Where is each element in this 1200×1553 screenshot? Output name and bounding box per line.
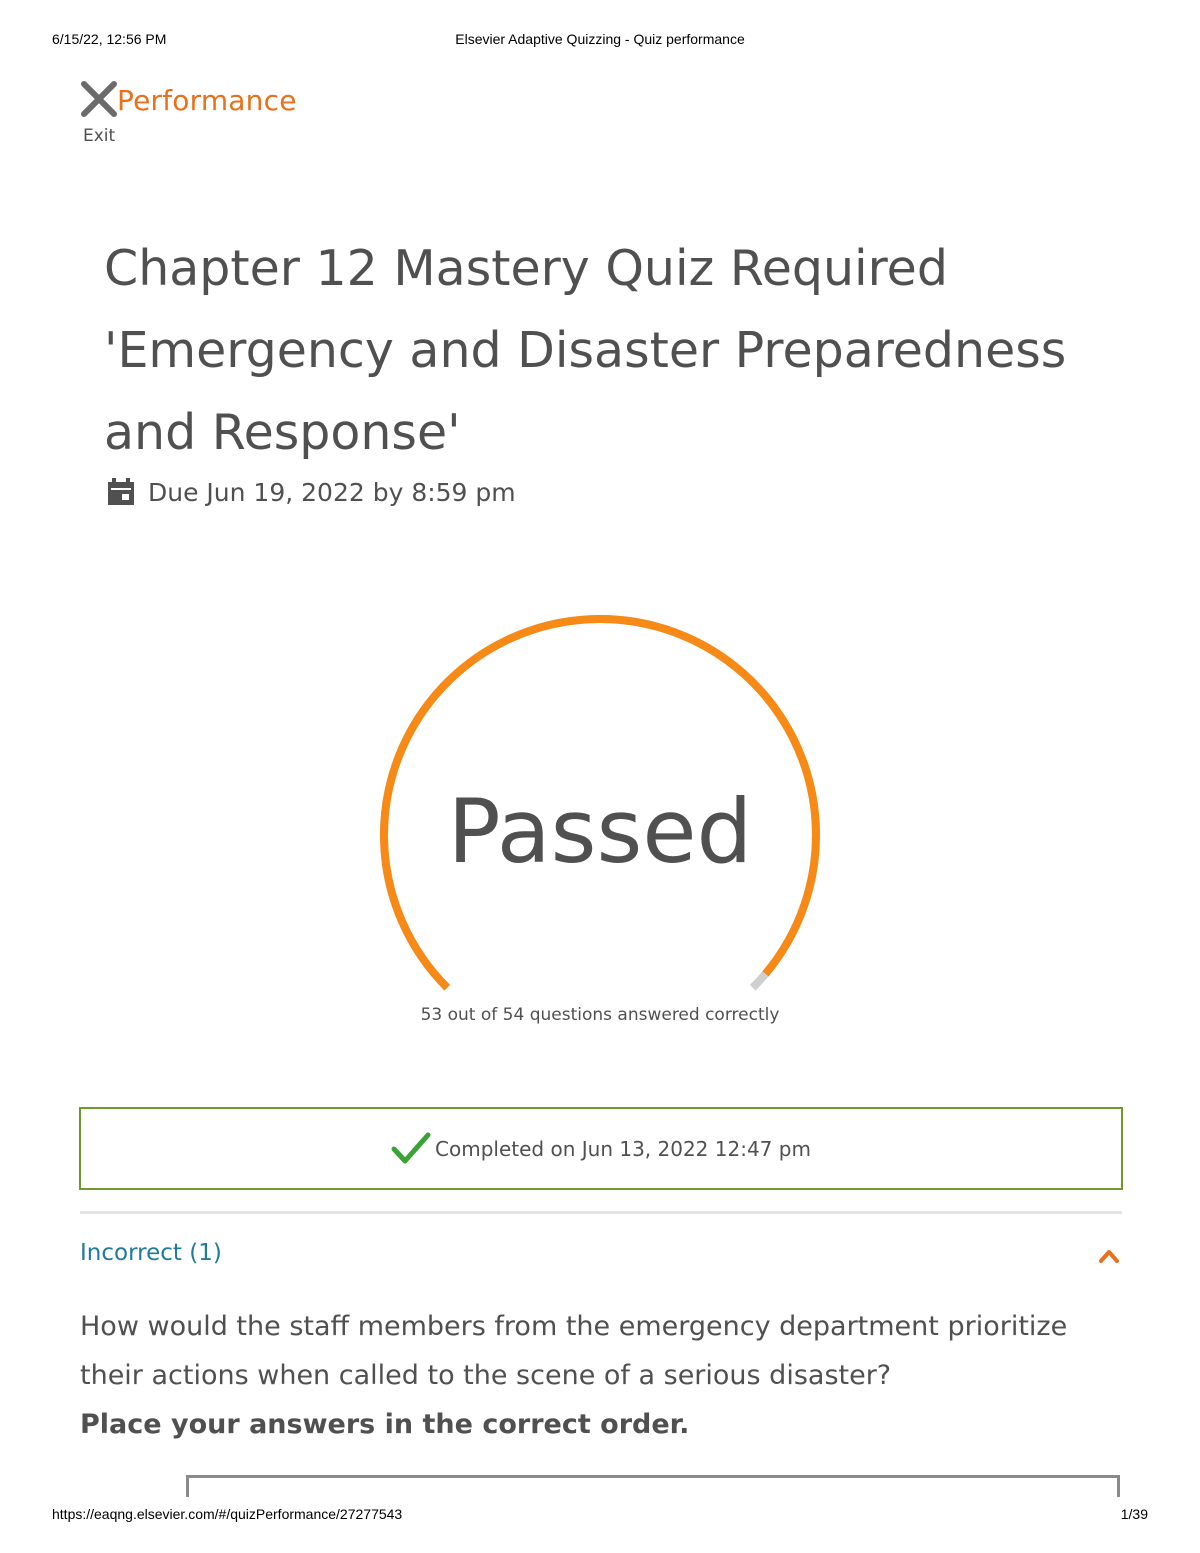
print-page-number: 1/39 [1120,1506,1148,1522]
quiz-title: Chapter 12 Mastery Quiz Required 'Emergency and Disaster Preparedness and Response' [104,240,1067,461]
incorrect-count: (1) [189,1240,222,1266]
print-datetime: 6/15/22, 12:56 PM [52,31,167,47]
question-prompt: How would the staff members from the emergency department prioritize their actions when called to the scene of a serious disaster? [80,1311,1068,1391]
score-summary: 53 out of 54 questions answered correctly [420,1005,780,1025]
exit-label: Exit [83,126,116,146]
page-section-title: Performance [117,84,297,117]
result-status: Passed [447,780,753,883]
due-date-text: Due Jun 19, 2022 by 8:59 pm [148,477,516,507]
incorrect-label-text: Incorrect [80,1240,182,1266]
exit-button[interactable] [80,80,120,146]
section-divider [80,1211,1122,1214]
incorrect-section-label [80,1240,222,1266]
answer-list-frame [186,1475,1120,1497]
print-url: https://eaqng.elsevier.com/#/quizPerformance/27277543 [52,1506,403,1522]
close-icon [80,80,118,118]
calendar-icon [106,477,136,507]
incorrect-section-toggle[interactable] [80,1238,1122,1278]
score-gauge [370,610,830,1000]
print-page-title: Elsevier Adaptive Quizzing - Quiz performance [455,31,745,47]
question-instruction: Place your answers in the correct order. [80,1409,690,1440]
due-date [106,472,516,512]
completion-text: Completed on Jun 13, 2022 12:47 pm [435,1136,811,1161]
checkmark-icon [391,1131,431,1167]
completion-banner [79,1107,1123,1190]
chevron-up-icon[interactable] [1098,1248,1120,1264]
